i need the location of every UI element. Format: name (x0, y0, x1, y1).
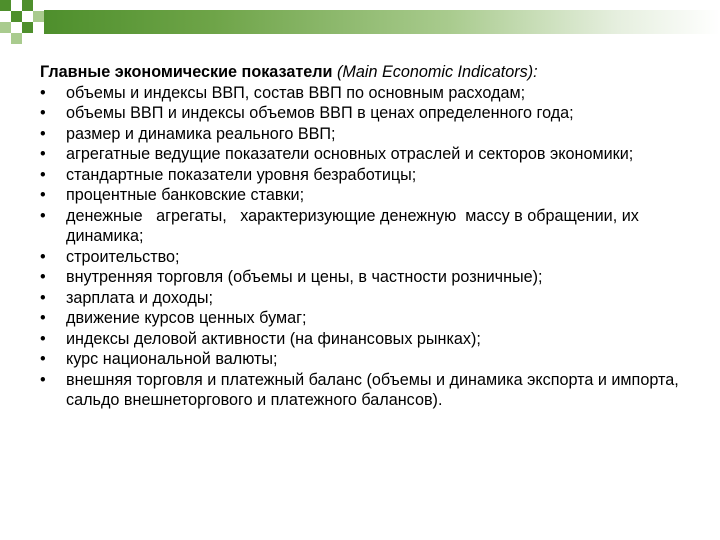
list-item (40, 83, 710, 104)
heading-title: Главные экономические показатели (40, 63, 333, 81)
list-item-text: курс национальной валюты; (66, 350, 278, 368)
heading-english: (Main Economic Indicators): (337, 63, 538, 81)
list-item (40, 103, 710, 124)
list-item (40, 144, 710, 165)
list-item (40, 308, 710, 329)
list-item-text: агрегатные ведущие показатели основных отраслей и секторов экономики; (66, 145, 634, 163)
indicators-list (40, 83, 710, 411)
list-item-text: зарплата и доходы; (66, 288, 213, 307)
list-item-text: денежные агрегаты, характеризующие денежную массу в обращении, их динамика; (66, 206, 644, 245)
list-item-text: внутренняя торговля (объемы и цены, в частности розничные); (66, 268, 543, 286)
bullet-icon: • (40, 104, 46, 122)
list-item (40, 165, 710, 186)
list-item (40, 370, 710, 411)
bullet-icon: • (40, 145, 46, 163)
bullet-icon: • (40, 83, 46, 102)
slide-heading (40, 62, 710, 83)
list-item-text: размер и динамика реального ВВП; (66, 124, 336, 143)
list-item-text: стандартные показатели уровня безработицы; (66, 165, 417, 184)
list-item (40, 124, 710, 145)
bullet-icon: • (40, 329, 46, 348)
bullet-icon: • (40, 247, 46, 266)
list-item-text: индексы деловой активности (на финансовых рынках); (66, 329, 481, 348)
slide-content (40, 62, 710, 411)
slide-decoration (0, 0, 720, 44)
list-item-text: строительство; (66, 247, 180, 266)
list-item-text: объемы ВВП и индексы объемов ВВП в ценах определенного года; (66, 104, 574, 122)
header-gradient-bar (44, 10, 720, 34)
bullet-icon: • (40, 124, 46, 143)
bullet-icon: • (40, 268, 46, 286)
bullet-icon: • (40, 165, 46, 184)
bullet-icon: • (40, 370, 46, 389)
list-item (40, 267, 710, 288)
list-item (40, 349, 710, 370)
list-item (40, 206, 710, 247)
list-item (40, 288, 710, 309)
list-item-text: процентные банковские ставки; (66, 186, 305, 204)
bullet-icon: • (40, 186, 46, 204)
bullet-icon: • (40, 309, 46, 327)
list-item (40, 329, 710, 350)
bullet-icon: • (40, 288, 46, 307)
list-item-text: внешняя торговля и платежный баланс (объемы и динамика экспорта и импорта, сальдо внешнеторгового и платежного балансов). (66, 370, 684, 409)
list-item (40, 185, 710, 206)
list-item-text: движение курсов ценных бумаг; (66, 309, 307, 327)
bullet-icon: • (40, 350, 46, 368)
list-item (40, 247, 710, 268)
bullet-icon: • (40, 206, 46, 225)
list-item-text: объемы и индексы ВВП, состав ВВП по основным расходам; (66, 83, 526, 102)
